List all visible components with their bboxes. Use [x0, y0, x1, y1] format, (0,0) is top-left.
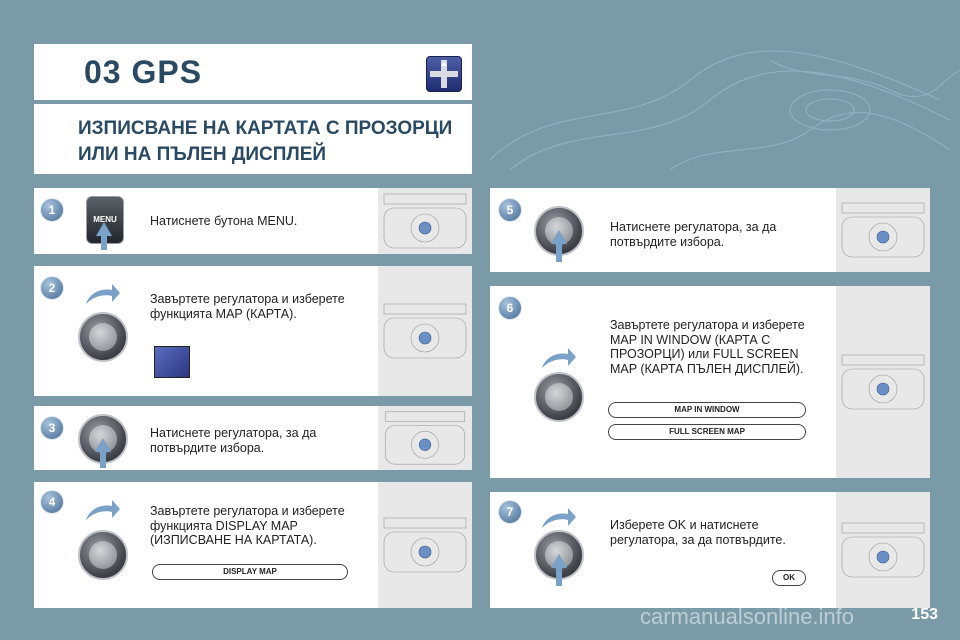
- step-text: Завъртете регулатора и изберете функцията DISPLAY MAP (ИЗПИСВАНЕ НА КАРТАТА).: [150, 504, 345, 547]
- rotate-arrow-icon: [538, 506, 578, 532]
- arrow-shaft: [556, 244, 562, 262]
- step-text: Изберете OK и натиснете регулатора, за да потвърдите.: [610, 518, 786, 547]
- control-panel-illustration: [836, 286, 930, 478]
- step-number-badge: 4: [40, 490, 64, 514]
- map-in-window-option[interactable]: MAP IN WINDOW: [608, 402, 806, 418]
- faceplate-sketch: [836, 286, 930, 478]
- faceplate-sketch: [378, 188, 472, 254]
- full-screen-map-option[interactable]: FULL SCREEN MAP: [608, 424, 806, 440]
- faceplate-sketch: [378, 406, 472, 470]
- page-title: [34, 104, 472, 174]
- step-text: Завъртете регулатора и изберете функцията MAP (КАРТА).: [150, 292, 345, 321]
- arrow-shaft: [101, 236, 107, 250]
- ok-option[interactable]: OK: [772, 570, 806, 586]
- step-text: Натиснете бутона MENU.: [150, 214, 298, 228]
- rotate-arrow-icon: [82, 498, 122, 524]
- rotate-arrow-icon: [82, 282, 122, 308]
- control-panel-illustration: [378, 406, 472, 470]
- step-number-badge: 3: [40, 416, 64, 440]
- topographic-map-background: [470, 40, 960, 180]
- control-panel-illustration: [836, 492, 930, 608]
- rotate-arrow-icon: [538, 346, 578, 372]
- control-panel-illustration: [378, 266, 472, 396]
- faceplate-sketch: [836, 492, 930, 608]
- page-number: 153: [911, 606, 938, 623]
- crossroads-icon: [426, 56, 462, 92]
- arrow-up-icon: [96, 222, 112, 236]
- arrow-up-icon: [95, 438, 111, 452]
- step-number-badge: 1: [40, 198, 64, 222]
- faceplate-sketch: [836, 188, 930, 272]
- menu-button: MENU: [86, 196, 124, 244]
- control-panel-illustration: [378, 188, 472, 254]
- section-title: 03 GPS: [84, 54, 203, 90]
- step-text: Натиснете регулатора, за да потвърдите избора.: [150, 426, 317, 455]
- map-icon: [154, 346, 190, 378]
- step-number-badge: 2: [40, 276, 64, 300]
- step-text: Завъртете регулатора и изберете MAP IN WINDOW (КАРТА С ПРОЗОРЦИ) или FULL SCREEN MAP (КАРТА ПЪЛЕН ДИСПЛЕЙ).: [610, 318, 805, 376]
- arrow-up-icon: [551, 554, 567, 568]
- rotary-knob: [78, 530, 128, 580]
- title-line-1: ИЗПИСВАНЕ НА КАРТАТА С ПРОЗОРЦИ: [78, 118, 453, 139]
- step-number-badge: 6: [498, 296, 522, 320]
- control-panel-illustration: [836, 188, 930, 272]
- arrow-shaft: [556, 568, 562, 586]
- rotary-knob: [534, 372, 584, 422]
- step-text: Натиснете регулатора, за да потвърдите избора.: [610, 220, 777, 249]
- faceplate-sketch: [378, 266, 472, 396]
- section-header: [34, 44, 472, 100]
- arrow-shaft: [100, 452, 106, 468]
- arrow-up-icon: [551, 230, 567, 244]
- rotary-knob: [78, 312, 128, 362]
- control-panel-illustration: [378, 482, 472, 608]
- display-map-option[interactable]: DISPLAY MAP: [152, 564, 348, 580]
- watermark: carmanualsonline.info: [640, 604, 855, 629]
- step-number-badge: 7: [498, 500, 522, 524]
- faceplate-sketch: [378, 482, 472, 608]
- title-line-2: ИЛИ НА ПЪЛЕН ДИСПЛЕЙ: [78, 144, 327, 165]
- step-number-badge: 5: [498, 198, 522, 222]
